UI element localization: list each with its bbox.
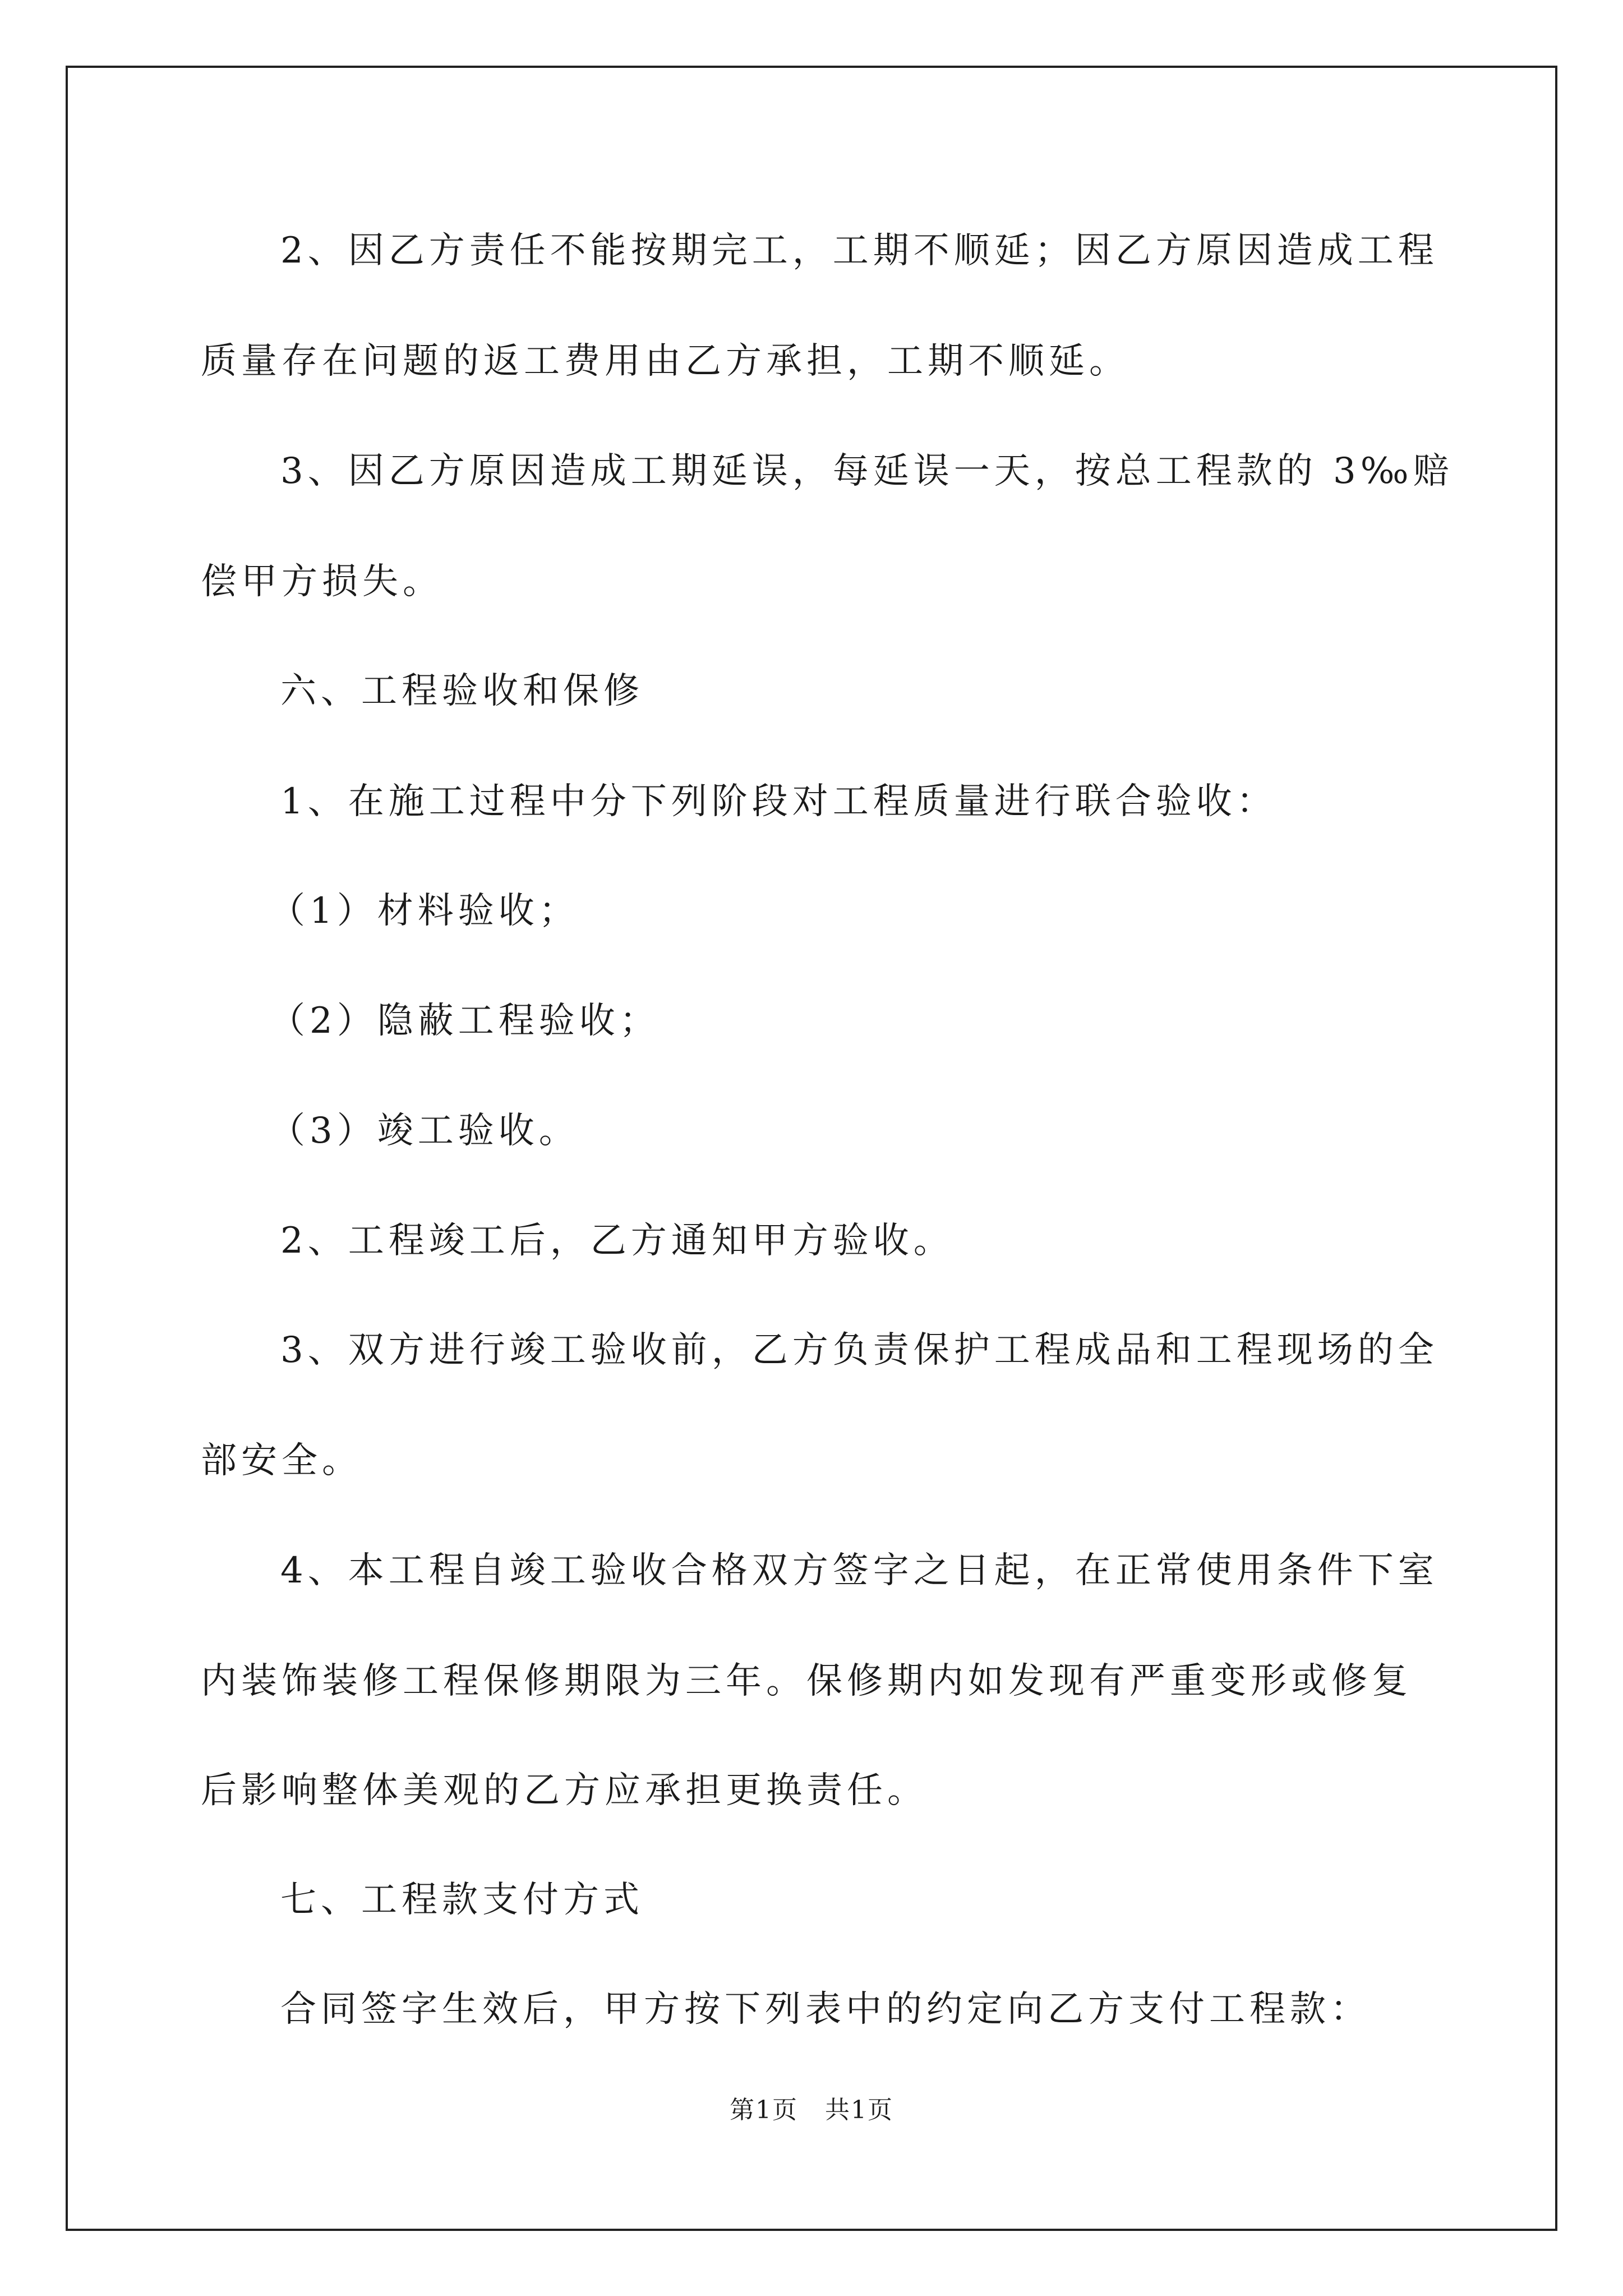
section-heading: 七、工程款支付方式 xyxy=(280,1879,644,1921)
list-item: （1）材料验收； xyxy=(269,890,579,932)
paragraph-line: 1、在施工过程中分下列阶段对工程质量进行联合验收： xyxy=(280,781,1277,822)
page-footer: 第1页 共1页 xyxy=(730,2096,893,2124)
paragraph-line: 内装饰装修工程保修期限为三年。保修期内如发现有严重变形或修复 xyxy=(201,1660,1412,1702)
paragraph-line: 偿甲方损失。 xyxy=(201,561,443,602)
paragraph-line: 3、因乙方原因造成工期延误，每延误一天，按总工程款的 3‰赔 xyxy=(280,450,1454,492)
list-item: （3）竣工验收。 xyxy=(269,1110,579,1152)
paragraph-line: 部安全。 xyxy=(201,1440,362,1481)
paragraph-line: 合同签字生效后，甲方按下列表中的约定向乙方支付工程款： xyxy=(280,1989,1371,2030)
list-item: （2）隐蔽工程验收； xyxy=(269,1000,660,1042)
paragraph-line: 4、本工程自竣工验收合格双方签字之日起，在正常使用条件下室 xyxy=(280,1550,1438,1591)
paragraph-line: 2、因乙方责任不能按期完工，工期不顺延；因乙方原因造成工程 xyxy=(280,230,1438,272)
paragraph-line: 2、工程竣工后，乙方通知甲方验收。 xyxy=(280,1220,954,1262)
section-heading: 六、工程验收和保修 xyxy=(280,670,644,712)
paragraph-line: 质量存在问题的返工费用由乙方承担，工期不顺延。 xyxy=(201,341,1129,382)
paragraph-line: 3、双方进行竣工验收前，乙方负责保护工程成品和工程现场的全 xyxy=(280,1329,1438,1371)
paragraph-line: 后影响整体美观的乙方应承担更换责任。 xyxy=(201,1770,928,1811)
